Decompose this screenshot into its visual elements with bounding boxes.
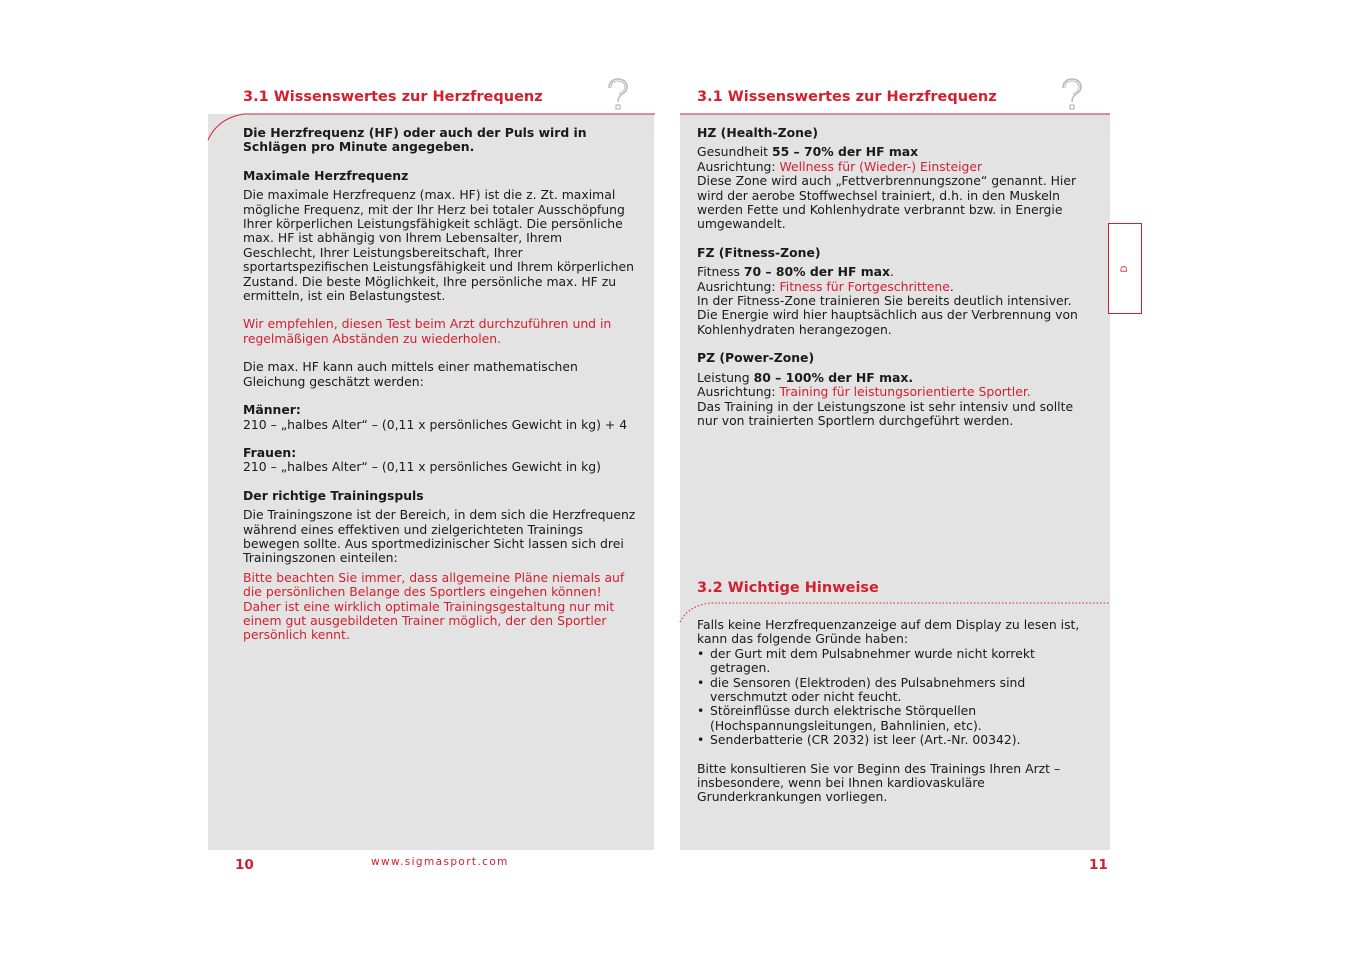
pz-level-label: Leistung bbox=[697, 369, 754, 385]
max-hr-title: Maximale Herzfrequenz bbox=[243, 167, 409, 183]
fz-title: FZ (Fitness-Zone) bbox=[697, 244, 821, 260]
intro-text: Die Herzfrequenz (HF) oder auch der Puls wird in Schlägen pro Minute angegeben. bbox=[243, 125, 587, 155]
right-page-heading: 3.1 Wissenswertes zur Herzfrequenz bbox=[697, 89, 997, 105]
fz-aim bbox=[697, 280, 1093, 294]
closing-text: Bitte konsultieren Sie vor Beginn des Trainings Ihren Arzt – insbesondere, wenn bei Ihnen kardiovaskuläre Grunderkrankungen vorliegen. bbox=[697, 760, 1061, 805]
pz-level bbox=[697, 371, 1093, 385]
list-item: • Störeinflüsse durch elektrische Störquellen (Hochspannungsleitungen, Bahnlinien, etc). bbox=[697, 704, 1097, 733]
right-page-number: 11 bbox=[1089, 857, 1108, 873]
left-page-heading: 3.1 Wissenswertes zur Herzfrequenz bbox=[243, 89, 543, 105]
trainer-note: Bitte beachten Sie immer, dass allgemeine Pläne niemals auf die persönlichen Belange des Sportlers eingehen können! Daher ist eine wirklich optimale Trainingsgestaltung nur mit einem gut ausgebildeten Trainer möglich, der den Sportler persönlich kennt. bbox=[243, 569, 625, 643]
left-page-number: 10 bbox=[235, 857, 254, 873]
hints-list bbox=[697, 647, 1097, 748]
hz-aim-label: Ausrichtung: bbox=[697, 158, 780, 174]
hz-level bbox=[697, 145, 1093, 159]
language-tab-label: D bbox=[1120, 265, 1130, 272]
pz-aim-label: Ausrichtung: bbox=[697, 384, 780, 400]
hints-intro: Falls keine Herzfrequenzanzeige auf dem Display zu lesen ist, kann das folgende Gründe haben: bbox=[697, 617, 1080, 647]
fz-level-value: 70 – 80% der HF max bbox=[743, 264, 891, 280]
fz-level-suffix: . bbox=[890, 264, 894, 280]
hz-aim bbox=[697, 160, 1093, 174]
fz-level-label: Fitness bbox=[697, 264, 744, 280]
list-item: • der Gurt mit dem Pulsabnehmer wurde nicht korrekt getragen. bbox=[697, 647, 1097, 676]
women-label: Frauen: bbox=[243, 444, 297, 460]
pz-title: PZ (Power-Zone) bbox=[697, 350, 815, 366]
men-formula: 210 – „halbes Alter“ – (0,11 x persönliches Gewicht in kg) + 4 bbox=[243, 416, 628, 432]
left-body bbox=[243, 126, 637, 643]
men-label: Männer: bbox=[243, 402, 301, 418]
recommendation-text: Wir empfehlen, diesen Test beim Arzt durchzuführen und in regelmäßigen Abständen zu wiederholen. bbox=[243, 316, 612, 346]
hints-heading: 3.2 Wichtige Hinweise bbox=[697, 580, 879, 596]
hz-title: HZ (Health-Zone) bbox=[697, 125, 818, 140]
hz-description: Diese Zone wird auch „Fettverbrennungszone“ genannt. Hier wird der aerobe Stoffwechsel trainiert, d.h. in den Muskeln werden Fette und Kohlenhydrate verbrannt bzw. in Energie umgewandelt. bbox=[697, 173, 1077, 232]
pz-aim-value: Training für leistungsorientierte Sportler. bbox=[779, 384, 1031, 400]
pz-level-value: 80 – 100% der HF max. bbox=[753, 369, 914, 385]
hz-level-label: Gesundheit bbox=[697, 144, 772, 160]
list-item: • die Sensoren (Elektroden) des Pulsabnehmers sind verschmutzt oder nicht feucht. bbox=[697, 676, 1097, 705]
hz-level-value: 55 – 70% der HF max bbox=[771, 144, 919, 160]
question-mark-icon bbox=[1059, 78, 1085, 112]
right-body-zones bbox=[697, 126, 1093, 428]
fz-description: In der Fitness-Zone trainieren Sie bereits deutlich intensiver. Die Energie wird hier hauptsächlich aus der Verbrennung von Kohlenhydraten herangezogen. bbox=[697, 293, 1078, 337]
hz-aim-value: Wellness für (Wieder-) Einsteiger bbox=[779, 158, 983, 174]
right-body-hints bbox=[697, 618, 1097, 805]
list-item: • Senderbatterie (CR 2032) ist leer (Art.-Nr. 00342). bbox=[697, 733, 1097, 747]
language-tab[interactable] bbox=[1108, 223, 1142, 314]
training-title: Der richtige Trainingspuls bbox=[243, 487, 424, 503]
question-mark-icon bbox=[605, 78, 631, 112]
max-hr-paragraph: Die maximale Herzfrequenz (max. HF) ist die z. Zt. maximal mögliche Frequenz, mit der Ihr Herz bei totaler Ausschöpfung Ihrer körperlichen Leistungsfähigkeit schlägt. Die persönliche max. HF ist abhängig von Ihrem Lebensalter, Ihrem Geschlecht, Ihrer Leistungsbereitschaft, Ihrer sportartspezifischen Leistungsfähigkeit und Ihrem körperlichen Zustand. Die beste Möglichkeit, Ihre persönliche max. HF zu ermitteln, ist ein Belastungstest. bbox=[243, 187, 634, 304]
pz-aim bbox=[697, 385, 1093, 399]
fz-level bbox=[697, 265, 1093, 279]
training-paragraph: Die Trainingszone ist der Bereich, in dem sich die Herzfrequenz während eines effektiven und zielgerichteten Trainings bewegen sollte. Aus sportmedizinischer Sicht lassen sich drei Trainingszonen einteilen: bbox=[243, 507, 636, 566]
fz-aim-value: Fitness für Fortgeschrittene bbox=[779, 278, 950, 294]
website-link[interactable]: www.sigmasport.com bbox=[371, 856, 509, 868]
formula-intro: Die max. HF kann auch mittels einer mathematischen Gleichung geschätzt werden: bbox=[243, 359, 578, 389]
fz-aim-suffix: . bbox=[949, 278, 954, 294]
women-formula: 210 – „halbes Alter“ – (0,11 x persönliches Gewicht in kg) bbox=[243, 459, 601, 475]
pz-description: Das Training in der Leistungszone ist sehr intensiv und sollte nur von trainierten Sportlern durchgeführt werden. bbox=[697, 398, 1074, 428]
fz-aim-label: Ausrichtung: bbox=[697, 278, 780, 294]
